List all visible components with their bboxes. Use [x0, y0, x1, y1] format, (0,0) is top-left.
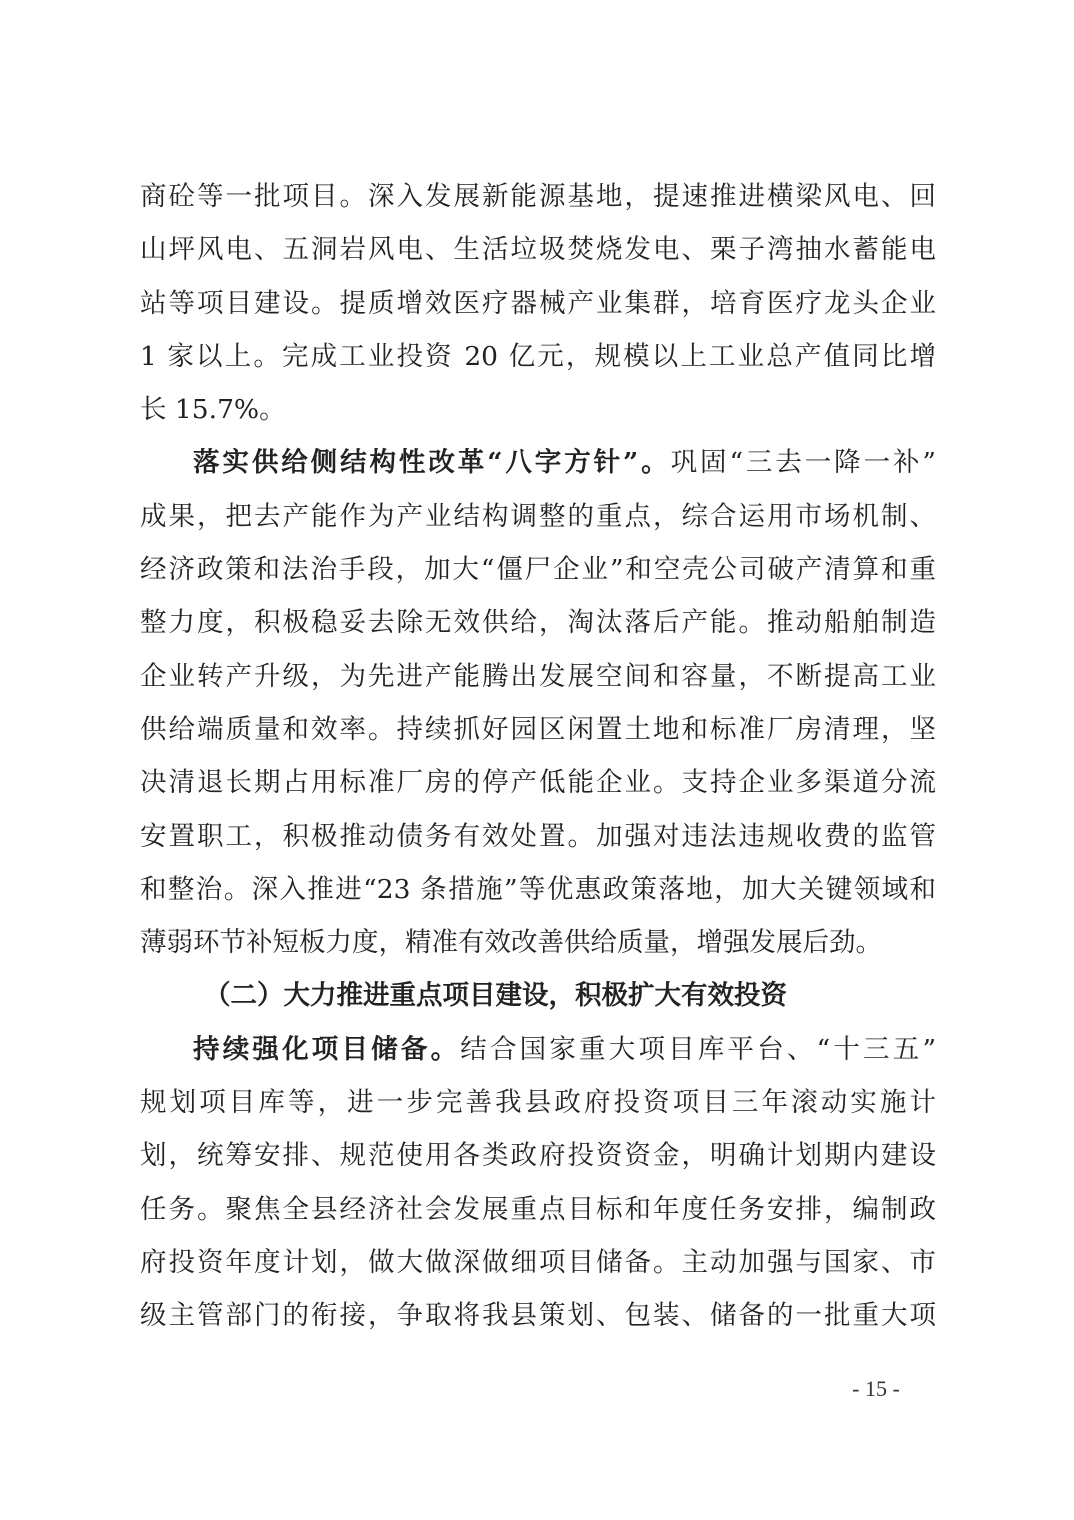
text-line: 薄弱环节补短板力度，精准有效改善供给质量，增强发展后劲。 — [140, 927, 882, 959]
paragraph-supply-side-reform — [140, 436, 936, 969]
text-line: 府投资年度计划，做大做深做细项目储备。主动加强与国家、市 — [140, 1246, 936, 1278]
text-line: 任务。聚焦全县经济社会发展重点目标和年度任务安排，编制政 — [140, 1193, 936, 1225]
paragraph-project-reserve — [140, 1023, 936, 1343]
paragraph-first-line-text: 巩固“三去一降一补” — [670, 447, 936, 479]
paragraph-first-line — [140, 436, 936, 489]
text-line: 商砼等一批项目。深入发展新能源基地，提速推进横梁风电、回 — [140, 181, 936, 212]
text-line: 长 15.7%。 — [140, 394, 286, 426]
text-line: 和整治。深入推进“23 条措施”等优惠政策落地，加大关键领域和 — [140, 873, 936, 905]
text-line: 企业转产升级，为先进产能腾出发展空间和容量，不断提高工业 — [140, 660, 936, 692]
paragraph-heading: 持续强化项目储备。 — [193, 1033, 461, 1065]
paragraph-new-energy — [140, 170, 936, 436]
paragraph-first-line — [140, 1023, 936, 1076]
page-number: - 15 - — [852, 1376, 900, 1401]
text-line: 安置职工，积极推动债务有效处置。加强对违法违规收费的监管 — [140, 820, 936, 852]
text-line: 1 家以上。完成工业投资 20 亿元，规模以上工业总产值同比增 — [140, 340, 936, 372]
text-line: 划，统筹安排、规范使用各类政府投资资金，明确计划期内建设 — [140, 1140, 936, 1172]
text-line: 规划项目库等，进一步完善我县政府投资项目三年滚动实施计 — [140, 1087, 936, 1119]
text-line: 供给端质量和效率。持续抓好园区闲置土地和标准厂房清理，坚 — [140, 713, 936, 745]
text-line: 经济政策和法治手段，加大“僵尸企业”和空壳公司破产清算和重 — [140, 554, 936, 586]
text-line: 级主管部门的衔接，争取将我县策划、包装、储备的一批重大项 — [140, 1300, 936, 1332]
text-line: 整力度，积极稳妥去除无效供给，淘汰落后产能。推动船舶制造 — [140, 607, 936, 639]
paragraph-first-line-text: 结合国家重大项目库平台、“十三五” — [460, 1033, 936, 1065]
section-heading: （二）大力推进重点项目建设，积极扩大有效投资 — [204, 980, 787, 1012]
paragraph-heading: 落实供给侧结构性改革“八字方针”。 — [193, 447, 671, 479]
text-line: 决清退长期占用标准厂房的停产低能企业。支持企业多渠道分流 — [140, 767, 936, 799]
text-line: 成果，把去产能作为产业结构调整的重点，综合运用市场机制、 — [140, 500, 936, 532]
document-body — [140, 170, 936, 1343]
text-line: 站等项目建设。提质增效医疗器械产业集群，培育医疗龙头企业 — [140, 287, 936, 319]
text-line: 山坪风电、五洞岩风电、生活垃圾焚烧发电、栗子湾抽水蓄能电 — [140, 234, 936, 266]
